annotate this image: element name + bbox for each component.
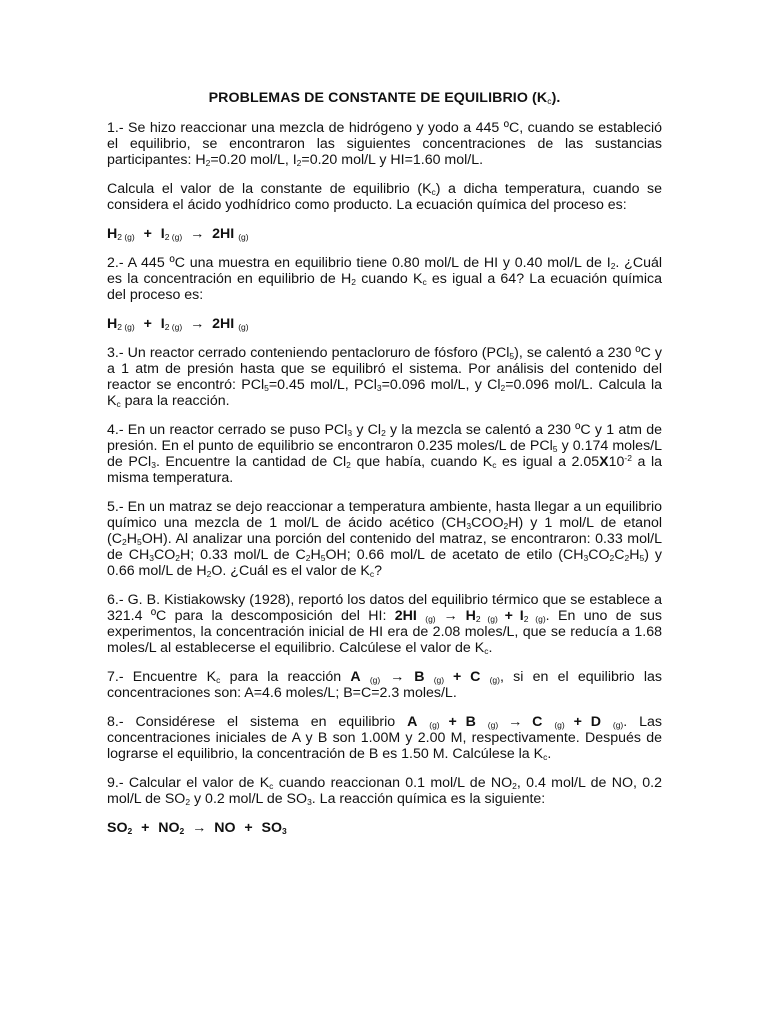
problem-1: 1.- Se hizo reaccionar una mezcla de hidrógeno y yodo a 445 ºC, cuando se estableció el equilibrio, se encontraron las siguientes concentraciones de las sustancias participantes: $H_2=0.20$ mol/L, $I_2=0.20$ mol/L y HI=1.60 mol/L. — [107, 120, 662, 168]
equation-1: $H_{2 (g)} + I_{2 (g)} \to 2HI$ $_{(g)}$ — [107, 226, 249, 242]
equation-9: $SO_2 + NO_2$ → NO + $SO_3$ — [107, 820, 287, 836]
problem-5: 5.- En un matraz se dejo reaccionar a temperatura ambiente, hasta llegar a un equilibrio químico una mezcla de 1 mol/L de ácido acético $(CH_3COO_2H)$ y 1 mol/L de etanol $(C_2H_5OH)$. Al analizar una porción del contenido del matraz, se encontraron: 0.33 mol/L de $CH_3CO_2H$; 0.33 mol/L de $C_2H_5OH$; 0.66 mol/L de acetato de etilo $(CH_3CO_2C_2H_5)$ y 0.66 mol/L de $H_2O$. ¿Cuál es el valor de $K_c$? — [107, 499, 663, 579]
problem-8: 8.- Considérese el sistema en equilibrio A $_{(g)}$ + B $_{(g)}$ → C $_{(g)}$ + D $_{(g)}$. Las concentraciones iniciales de A y B son 1.00M y 2.00 M, respectivamente. Después de lograrse el equilibrio, la concentración de B es 1.50 M. Calcúlese la $K_c$. — [107, 714, 662, 762]
problem-4: 4.- En un reactor cerrado se puso PCl$_3$ y $Cl_2$ y la mezcla se calentó a 230 ºC y 1 atm de presión. En el punto de equilibrio se encontraron 0.235 moles/L de PCl$_5$ y 0.174 moles/L de PCl$_3$. Encuentre la cantidad de $Cl_2$ que había, cuando $K_c$ es igual a $2.05X10^{-2}$ a la misma temperatura. — [107, 422, 663, 486]
problem-9: 9.- Calcular el valor de $K_c$ cuando reaccionan 0.1 mol/L de $NO_2$, 0.4 mol/L de NO, 0.2 mol/L de $SO_2$ y 0.2 mol/L de $SO_3$. La reacción química es la siguiente: — [107, 775, 662, 807]
problem-6: 6.- G. B. Kistiakowsky (1928), reportó los datos del equilibrio térmico que se establece a 321.4 ºC para la descomposición del HI: 2HI $_{(g)} \to H_{2 (g)} + I_{2 (g)}$. En uno de sus experimentos, la concentración inicial de HI era de 2.08 moles/L, que se reducía a 1.68 moles/L al establecerse el equilibrio. Calcúlese el valor de $K_c$. — [107, 592, 662, 656]
problem-2: 2.- A 445 ºC una muestra en equilibrio tiene 0.80 mol/L de HI y 0.40 mol/L de $I_2$. ¿Cuál es la concentración en equilibrio de $H_2$ cuando $K_c$ es igual a 64? La ecuación química del proceso es: — [107, 255, 663, 303]
problem-7: 7.- Encuentre $K_c$ para la reacción A $_{(g)}$ → B $_{(g)}$ + C $_{(g)}$, si en el equilibrio las concentraciones son: A=4.6 moles/L; B=C=2.3 moles/L. — [107, 669, 662, 701]
document-content — [107, 90, 662, 849]
problem-3: 3.- Un reactor cerrado conteniendo pentacloruro de fósforo (PCl$_5$), se calentó a 230 ºC y a 1 atm de presión hasta que se equilibró el sistema. Por análisis del contenido del reactor se encontró: PCl$_5$=0.45 mol/L, PCl$_3$=0.096 mol/L, y $Cl_2=0.096$ mol/L. Calcula la $K_c$ para la reacción. — [107, 345, 663, 409]
equation-2: $H_{2 (g)} + I_{2 (g)} \to 2HI$ $_{(g)}$ — [107, 316, 249, 332]
problem-1-question: Calcula el valor de la constante de equilibrio $(K_c)$ a dicha temperatura, cuando se considera el ácido yodhídrico como producto. La ecuación química del proceso es: — [107, 181, 662, 213]
page-title: PROBLEMAS DE CONSTANTE DE EQUILIBRIO $(K_c)$. — [208, 90, 561, 106]
